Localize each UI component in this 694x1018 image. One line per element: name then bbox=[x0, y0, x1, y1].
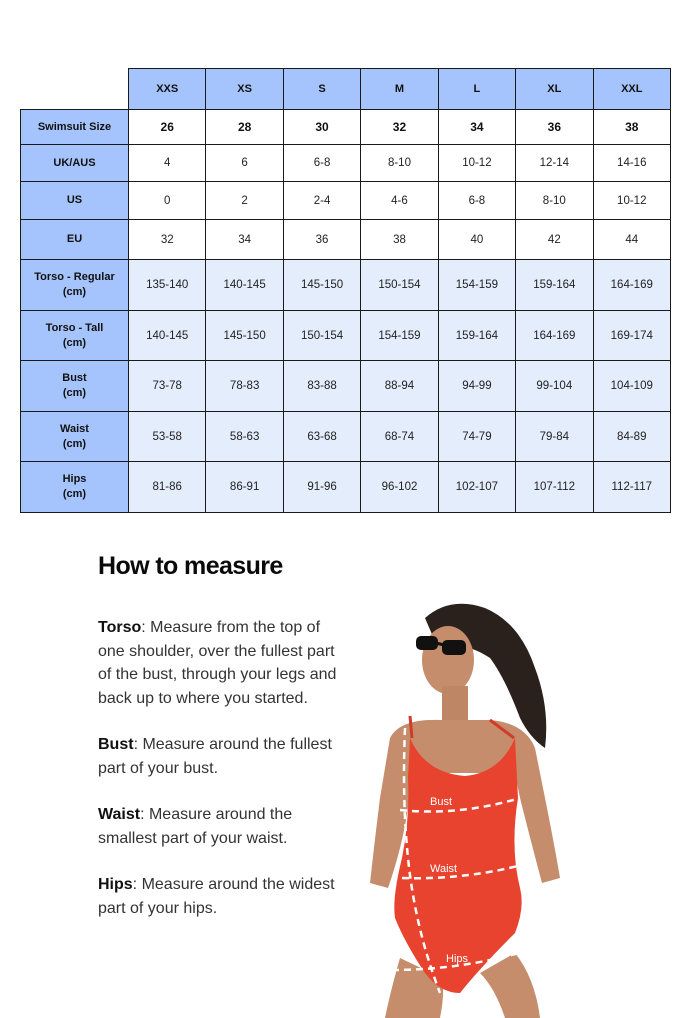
row-header-line: Hips bbox=[62, 473, 87, 485]
table-cell: 83-88 bbox=[283, 361, 360, 412]
how-to-measure-title: How to measure bbox=[98, 552, 283, 580]
table-cell: 78-83 bbox=[206, 361, 283, 412]
table-cell: 6-8 bbox=[283, 145, 360, 182]
table-cell: 6 bbox=[206, 145, 283, 182]
table-cell: 8-10 bbox=[516, 182, 593, 220]
instruction-term: Bust bbox=[98, 736, 134, 753]
row-header-line: Torso - Regular bbox=[34, 271, 115, 283]
table-cell: 14-16 bbox=[593, 145, 670, 182]
table-cell: 10-12 bbox=[593, 182, 670, 220]
table-row bbox=[21, 412, 671, 462]
table-cell: 164-169 bbox=[516, 311, 593, 361]
table-cell: 26 bbox=[129, 110, 206, 145]
instruction-term: Waist bbox=[98, 806, 141, 823]
table-cell: 2 bbox=[206, 182, 283, 220]
table-cell: 140-145 bbox=[129, 311, 206, 361]
row-header-line: Waist bbox=[60, 422, 89, 435]
row-header bbox=[21, 220, 129, 260]
table-cell: 150-154 bbox=[283, 311, 360, 361]
instruction-torso bbox=[98, 616, 338, 710]
table-cell: 99-104 bbox=[516, 361, 593, 412]
instruction-text: : Measure around the fullest part of your bust. bbox=[98, 736, 332, 777]
row-header bbox=[21, 182, 129, 220]
table-body bbox=[21, 110, 671, 513]
row-header-line: Torso - Tall bbox=[45, 321, 104, 334]
table-cell: 159-164 bbox=[438, 311, 515, 361]
table-cell: 28 bbox=[206, 110, 283, 145]
table-row bbox=[21, 311, 671, 361]
instruction-text: : Measure around the widest part of your hips. bbox=[98, 876, 335, 917]
row-header-line: US bbox=[66, 194, 83, 206]
table-cell: 154-159 bbox=[438, 260, 515, 311]
table-cell: 84-89 bbox=[593, 412, 670, 462]
table-cell: 4 bbox=[129, 145, 206, 182]
row-header bbox=[21, 145, 129, 182]
row-header bbox=[21, 412, 129, 462]
row-header-line: (cm) bbox=[62, 488, 87, 500]
table-row bbox=[21, 145, 671, 182]
table-cell: 36 bbox=[283, 220, 360, 260]
bust-label: Bust bbox=[430, 796, 453, 808]
table-cell: 32 bbox=[129, 220, 206, 260]
instruction-bust bbox=[98, 733, 338, 780]
table-cell: 150-154 bbox=[361, 260, 438, 311]
instruction-text: : Measure around the smallest part of your waist. bbox=[98, 806, 293, 847]
swimsuit-strap bbox=[410, 716, 412, 738]
model-measurement-figure bbox=[330, 598, 600, 1018]
table-cell: 145-150 bbox=[206, 311, 283, 361]
table-cell: 74-79 bbox=[438, 412, 515, 462]
table-cell: 42 bbox=[516, 220, 593, 260]
table-cell: 107-112 bbox=[516, 462, 593, 513]
instruction-hips bbox=[98, 873, 338, 920]
table-cell: 6-8 bbox=[438, 182, 515, 220]
table-cell: 4-6 bbox=[361, 182, 438, 220]
row-header bbox=[21, 260, 129, 311]
table-cell: 38 bbox=[593, 110, 670, 145]
table-cell: 159-164 bbox=[516, 260, 593, 311]
row-header-line: UK/AUS bbox=[53, 156, 96, 169]
row-header bbox=[21, 462, 129, 513]
table-row bbox=[21, 182, 671, 220]
row-header-line: (cm) bbox=[62, 286, 87, 298]
table-cell: 36 bbox=[516, 110, 593, 145]
col-header: XL bbox=[516, 69, 593, 110]
table-cell: 81-86 bbox=[129, 462, 206, 513]
instruction-text: : Measure from the top of one shoulder, over the fullest part of the bust, through your legs and back up to where you started. bbox=[98, 619, 337, 707]
table-cell: 8-10 bbox=[361, 145, 438, 182]
row-header-line: (cm) bbox=[62, 437, 87, 450]
table-cell: 154-159 bbox=[361, 311, 438, 361]
col-header: M bbox=[361, 69, 438, 110]
table-row bbox=[21, 110, 671, 145]
table-row bbox=[21, 220, 671, 260]
row-header-line: EU bbox=[66, 233, 83, 245]
size-chart-table bbox=[20, 68, 671, 513]
waist-label: Waist bbox=[430, 863, 458, 875]
row-header bbox=[21, 311, 129, 361]
table-cell: 145-150 bbox=[283, 260, 360, 311]
table-cell: 68-74 bbox=[361, 412, 438, 462]
col-header: XXS bbox=[129, 69, 206, 110]
table-cell: 94-99 bbox=[438, 361, 515, 412]
table-cell: 53-58 bbox=[129, 412, 206, 462]
table-cell: 73-78 bbox=[129, 361, 206, 412]
measure-instructions bbox=[98, 616, 338, 943]
table-cell: 88-94 bbox=[361, 361, 438, 412]
instruction-waist bbox=[98, 803, 338, 850]
table-cell: 104-109 bbox=[593, 361, 670, 412]
row-header bbox=[21, 110, 129, 145]
row-header-line: Swimsuit Size bbox=[37, 120, 112, 133]
table-cell: 10-12 bbox=[438, 145, 515, 182]
table-cell: 12-14 bbox=[516, 145, 593, 182]
row-header bbox=[21, 361, 129, 412]
instruction-term: Torso bbox=[98, 619, 142, 636]
table-cell: 40 bbox=[438, 220, 515, 260]
table-cell: 135-140 bbox=[129, 260, 206, 311]
table-cell: 34 bbox=[206, 220, 283, 260]
table-cell: 112-117 bbox=[593, 462, 670, 513]
table-cell: 102-107 bbox=[438, 462, 515, 513]
table-row bbox=[21, 361, 671, 412]
instruction-term: Hips bbox=[98, 876, 133, 893]
table-cell: 30 bbox=[283, 110, 360, 145]
table-row bbox=[21, 462, 671, 513]
table-cell: 79-84 bbox=[516, 412, 593, 462]
col-header: L bbox=[438, 69, 515, 110]
table-cell: 63-68 bbox=[283, 412, 360, 462]
table-cell: 44 bbox=[593, 220, 670, 260]
table-cell: 164-169 bbox=[593, 260, 670, 311]
table-cell: 0 bbox=[129, 182, 206, 220]
table-cell: 32 bbox=[361, 110, 438, 145]
table-cell: 169-174 bbox=[593, 311, 670, 361]
table-row bbox=[21, 260, 671, 311]
row-header-line: Bust bbox=[62, 372, 87, 384]
table-cell: 38 bbox=[361, 220, 438, 260]
table-cell: 34 bbox=[438, 110, 515, 145]
table-cell: 86-91 bbox=[206, 462, 283, 513]
table-cell: 58-63 bbox=[206, 412, 283, 462]
col-header: XXL bbox=[593, 69, 670, 110]
table-cell: 91-96 bbox=[283, 462, 360, 513]
table-cell: 96-102 bbox=[361, 462, 438, 513]
row-header-line: (cm) bbox=[62, 336, 87, 349]
table-corner bbox=[21, 69, 129, 110]
col-header: XS bbox=[206, 69, 283, 110]
hips-label: Hips bbox=[446, 953, 469, 965]
table-cell: 2-4 bbox=[283, 182, 360, 220]
table-cell: 140-145 bbox=[206, 260, 283, 311]
col-header: S bbox=[283, 69, 360, 110]
row-header-line: (cm) bbox=[62, 387, 87, 399]
